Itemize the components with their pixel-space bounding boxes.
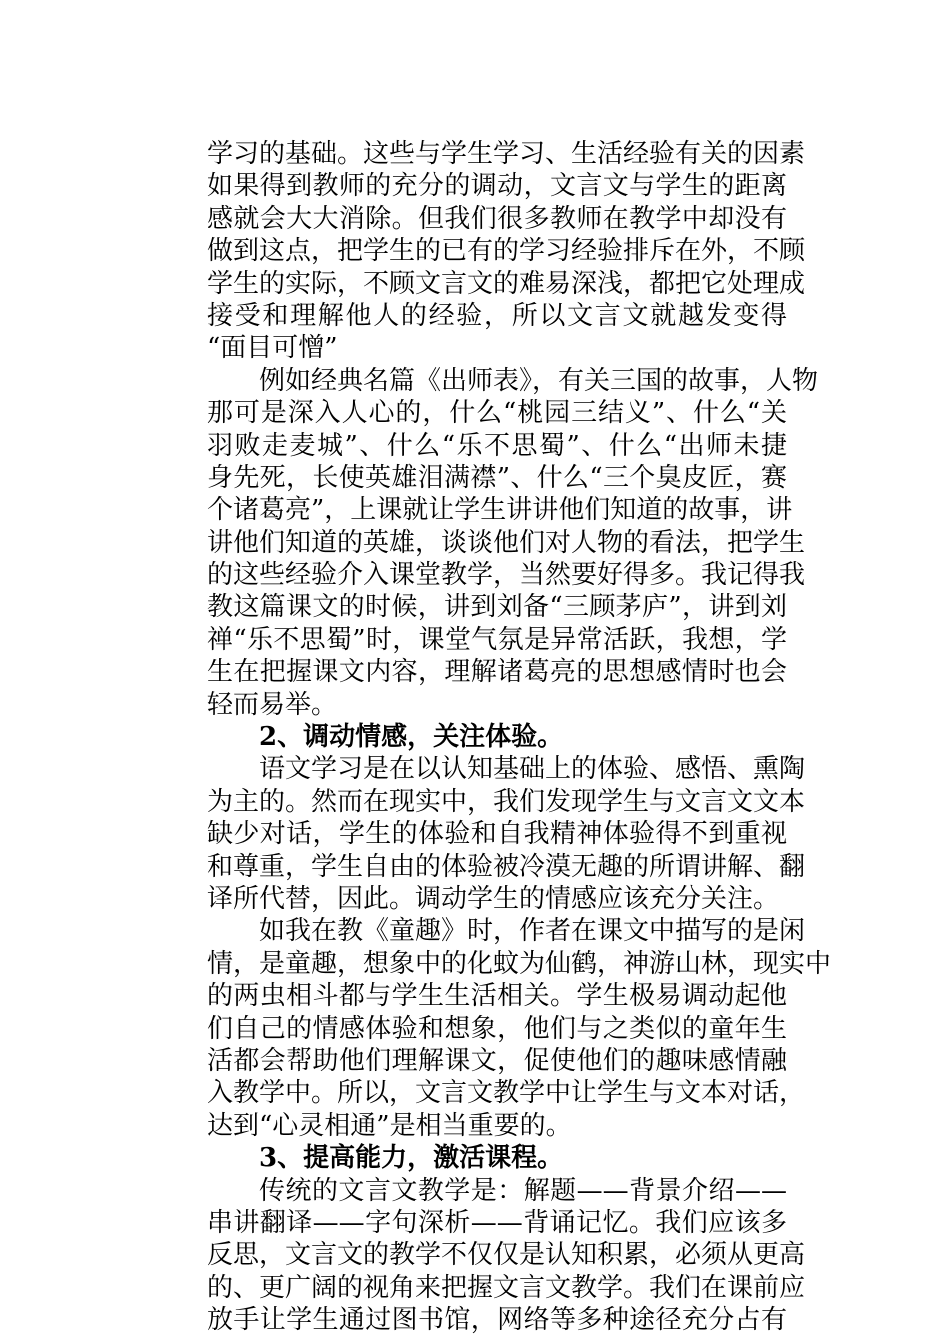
text-line: 放手让学生通过图书馆，网络等多种途径充分占有 <box>207 1305 787 1336</box>
text-line: 入教学中。所以，文言文教学中让学生与文本对话， <box>207 1078 806 1109</box>
text-line: 的两虫相斗都与学生生活相关。学生极易调动起他 <box>207 981 787 1012</box>
text-line: 教这篇课文的时候，讲到刘备“三顾茅庐”，讲到刘 <box>207 592 787 623</box>
text-line: 为主的。然而在现实中，我们发现学生与文言文文本 <box>207 786 806 817</box>
text-line: 例如经典名篇《出师表》，有关三国的故事，人物 <box>259 365 819 396</box>
document-body <box>207 138 832 1336</box>
text-line: 反思，文言文的教学不仅仅是认知积累，必须从更高 <box>207 1240 806 1271</box>
text-line: 的、更广阔的视角来把握文言文教学。我们在课前应 <box>207 1272 806 1303</box>
text-line: 传统的文言文教学是：解题——背景介绍—— <box>259 1175 787 1206</box>
section-heading <box>207 721 787 753</box>
text-line: 如我在教《童趣》时，作者在课文中描写的是闲 <box>259 916 806 947</box>
text-line: 3、提高能力，激活课程。 <box>259 1143 564 1174</box>
text-line: 串讲翻译——字句深析——背诵记忆。我们应该多 <box>207 1207 787 1238</box>
text-line: 学生的实际，不顾文言文的难易深浅，都把它处理成 <box>207 268 806 299</box>
text-line: 轻而易举。 <box>207 689 338 720</box>
text-line: 做到这点，把学生的已有的学习经验排斥在外，不顾 <box>207 236 806 267</box>
text-line: 2、调动情感，关注体验。 <box>259 722 564 753</box>
text-line: 情，是童趣，想象中的化蚊为仙鹤，神游山林，现实中 <box>207 948 832 979</box>
text-line: “面目可憎” <box>207 333 338 364</box>
text-line: 们自己的情感体验和想象，他们与之类似的童年生 <box>207 1013 787 1044</box>
text-line: 感就会大大消除。但我们很多教师在教学中却没有 <box>207 203 787 234</box>
text-line: 达到“心灵相通”是相当重要的。 <box>207 1110 572 1141</box>
text-line: 学习的基础。这些与学生学习、生活经验有关的因素 <box>207 139 806 169</box>
paragraph <box>207 1175 806 1337</box>
paragraph <box>207 365 819 721</box>
paragraph <box>207 753 806 915</box>
text-line: 活都会帮助他们理解课文，促使他们的趣味感情融 <box>207 1045 787 1076</box>
text-line: 如果得到教师的充分的调动，文言文与学生的距离 <box>207 171 787 202</box>
text-line: 讲他们知道的英雄，谈谈他们对人物的看法，把学生 <box>207 527 806 558</box>
text-line: 语文学习是在以认知基础上的体验、感悟、熏陶 <box>259 754 806 785</box>
text-line: 和尊重，学生自由的体验被冷漠无趣的所谓讲解、翻 <box>207 851 806 882</box>
section-heading <box>207 1142 787 1174</box>
text-line: 身先死，长使英雄泪满襟”、什么“三个臭皮匠，赛 <box>207 462 787 493</box>
text-line: 接受和理解他人的经验，所以文言文就越发变得 <box>207 300 787 331</box>
paragraph <box>207 915 832 1142</box>
text-line: 禅“乐不思蜀”时，课堂气氛是异常活跃，我想，学 <box>207 624 787 655</box>
text-line: 生在把握课文内容，理解诸葛亮的思想感情时也会 <box>207 657 787 688</box>
text-line: 译所代替，因此。调动学生的情感应该充分关注。 <box>207 883 780 914</box>
text-line: 的这些经验介入课堂教学，当然要好得多。我记得我 <box>207 560 806 591</box>
text-line: 缺少对话，学生的体验和自我精神体验得不到重视 <box>207 819 787 850</box>
paragraph <box>207 138 806 365</box>
text-line: 那可是深入人心的，什么“桃园三结义”、什么“关 <box>207 398 787 429</box>
text-line: 个诸葛亮”，上课就让学生讲讲他们知道的故事，讲 <box>207 495 793 526</box>
text-line: 羽败走麦城”、什么“乐不思蜀”、什么“出师未捷 <box>207 430 787 461</box>
